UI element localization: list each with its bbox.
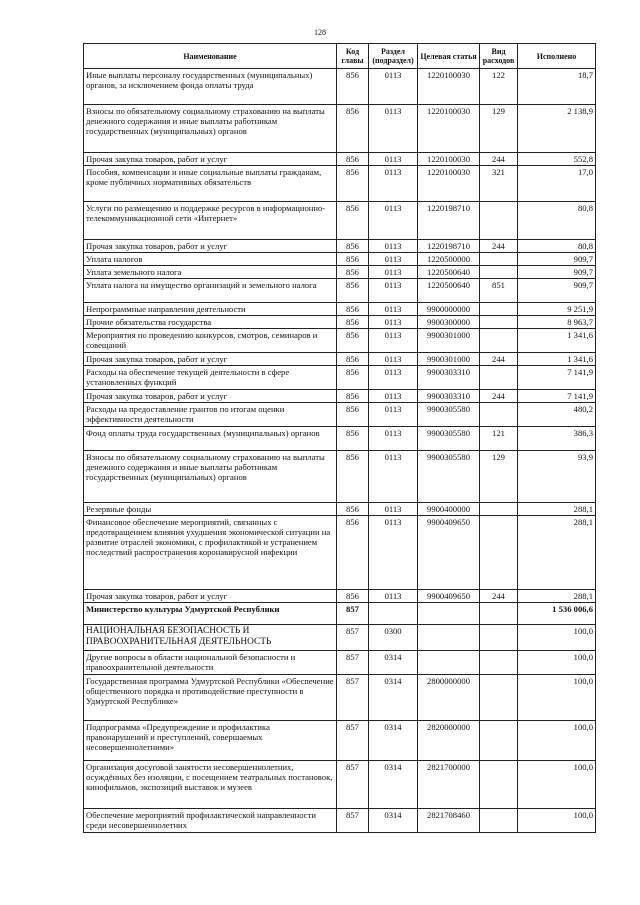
row-section: 0113 [369, 105, 418, 153]
row-expense: 129 [480, 451, 518, 503]
row-name: Мероприятия по проведению конкурсов, смотров, семинаров и совещаний [84, 329, 337, 353]
row-expense [480, 503, 518, 516]
row-expense: 321 [480, 166, 518, 202]
row-expense: 122 [480, 69, 518, 105]
row-section: 0113 [369, 279, 418, 303]
row-code: 856 [337, 366, 369, 390]
header-article: Целевая статья [418, 44, 480, 69]
row-expense [480, 516, 518, 590]
row-code: 856 [337, 353, 369, 366]
row-done: 9 251,9 [518, 303, 596, 316]
row-section: 0113 [369, 503, 418, 516]
row-code: 857 [337, 675, 369, 721]
row-expense [480, 761, 518, 809]
table-row [84, 625, 596, 651]
table-row [84, 603, 596, 625]
row-code: 857 [337, 603, 369, 625]
row-done: 288,1 [518, 503, 596, 516]
row-expense [480, 202, 518, 240]
row-expense [480, 625, 518, 651]
row-code: 857 [337, 721, 369, 761]
row-code: 856 [337, 390, 369, 403]
row-done: 1 536 006,6 [518, 603, 596, 625]
row-done: 18,7 [518, 69, 596, 105]
row-expense: 244 [480, 240, 518, 253]
row-done: 386,3 [518, 427, 596, 451]
row-done: 7 141,9 [518, 390, 596, 403]
row-done: 909,7 [518, 266, 596, 279]
row-expense [480, 253, 518, 266]
table-row [84, 240, 596, 253]
row-article [418, 603, 480, 625]
row-article: 1220198710 [418, 202, 480, 240]
row-article: 2821708460 [418, 809, 480, 833]
row-done: 288,1 [518, 516, 596, 590]
row-name: Пособия, компенсации и иные социальные выплаты гражданам, кроме публичных нормативных обязательств [84, 166, 337, 202]
row-name: Прочая закупка товаров, работ и услуг [84, 153, 337, 166]
row-expense: 244 [480, 390, 518, 403]
row-done: 480,2 [518, 403, 596, 427]
row-section: 0314 [369, 651, 418, 675]
row-done: 100,0 [518, 675, 596, 721]
table-row [84, 366, 596, 390]
table-row [84, 451, 596, 503]
row-code: 856 [337, 69, 369, 105]
row-done: 552,8 [518, 153, 596, 166]
row-section: 0113 [369, 316, 418, 329]
row-name: НАЦИОНАЛЬНАЯ БЕЗОПАСНОСТЬ И ПРАВООХРАНИТЕЛЬНАЯ ДЕЯТЕЛЬНОСТЬ [84, 625, 337, 651]
row-code: 856 [337, 503, 369, 516]
row-code: 856 [337, 329, 369, 353]
row-article: 1220500640 [418, 266, 480, 279]
row-article: 1220100030 [418, 69, 480, 105]
row-code: 856 [337, 451, 369, 503]
table-row [84, 761, 596, 809]
row-name: Прочая закупка товаров, работ и услуг [84, 353, 337, 366]
table-row [84, 329, 596, 353]
row-name: Услуги по размещению и поддержке ресурсов в информационно-телекоммуникационной сети «Интернет» [84, 202, 337, 240]
row-expense: 244 [480, 590, 518, 603]
row-expense: 244 [480, 353, 518, 366]
row-code: 856 [337, 590, 369, 603]
row-expense: 244 [480, 153, 518, 166]
row-name: Фонд оплаты труда государственных (муниципальных) органов [84, 427, 337, 451]
row-name: Резервные фонды [84, 503, 337, 516]
row-name: Иные выплаты персоналу государственных (муниципальных) органов, за исключением фонда оплаты труда [84, 69, 337, 105]
row-article: 9900409650 [418, 590, 480, 603]
row-code: 856 [337, 303, 369, 316]
row-expense [480, 303, 518, 316]
row-expense: 851 [480, 279, 518, 303]
table-row [84, 675, 596, 721]
table-row [84, 303, 596, 316]
row-code: 856 [337, 105, 369, 153]
table-row [84, 651, 596, 675]
row-code: 857 [337, 809, 369, 833]
row-code: 856 [337, 427, 369, 451]
row-section: 0113 [369, 253, 418, 266]
row-name: Взносы по обязательному социальному страхованию на выплаты денежного содержания и иные выплаты работникам государственных (муниципальных) органов [84, 105, 337, 153]
table-row [84, 403, 596, 427]
row-expense [480, 603, 518, 625]
row-article: 9900305580 [418, 427, 480, 451]
row-name: Финансовое обеспечение мероприятий, связанных с предотвращением влияния ухудшения экономической ситуации на развитие отраслей экономики, с профилактикой и устранением последствий распространения коронавирусной инфекции [84, 516, 337, 590]
row-name: Расходы на предоставление грантов по итогам оценки эффективности деятельности [84, 403, 337, 427]
row-code: 856 [337, 240, 369, 253]
row-article: 1220500640 [418, 279, 480, 303]
row-section: 0113 [369, 202, 418, 240]
row-article: 9900303310 [418, 390, 480, 403]
table-header-row [84, 44, 596, 69]
table-row [84, 390, 596, 403]
row-section: 0113 [369, 403, 418, 427]
table-row [84, 202, 596, 240]
row-done: 100,0 [518, 809, 596, 833]
table-row [84, 427, 596, 451]
row-done: 100,0 [518, 761, 596, 809]
row-name: Другие вопросы в области национальной безопасности и правоохранительной деятельности [84, 651, 337, 675]
row-article: 1220100030 [418, 105, 480, 153]
row-expense [480, 651, 518, 675]
row-name: Подпрограмма «Предупреждение и профилактика правонарушений и преступлений, совершаемых несовершеннолетними» [84, 721, 337, 761]
row-expense [480, 809, 518, 833]
row-article: 2821700000 [418, 761, 480, 809]
row-article: 2800000000 [418, 675, 480, 721]
row-article [418, 625, 480, 651]
row-done: 1 341,6 [518, 353, 596, 366]
row-name: Уплата налогов [84, 253, 337, 266]
row-article: 9900400000 [418, 503, 480, 516]
row-article [418, 651, 480, 675]
row-name: Прочая закупка товаров, работ и услуг [84, 240, 337, 253]
header-done: Исполнено [518, 44, 596, 69]
row-article: 9900409650 [418, 516, 480, 590]
row-article: 9900301000 [418, 329, 480, 353]
row-name: Организация досуговой занятости несовершеннолетних, осуждённых без изоляции, с посещением театральных постановок, кинофильмов, экспозиций выставок и музеев [84, 761, 337, 809]
row-article: 9900000000 [418, 303, 480, 316]
row-code: 856 [337, 266, 369, 279]
row-code: 857 [337, 651, 369, 675]
row-section: 0314 [369, 675, 418, 721]
budget-table [83, 43, 596, 833]
row-expense [480, 403, 518, 427]
row-expense [480, 316, 518, 329]
row-section: 0113 [369, 240, 418, 253]
row-section: 0113 [369, 366, 418, 390]
table-row [84, 279, 596, 303]
row-section: 0113 [369, 266, 418, 279]
row-name: Прочая закупка товаров, работ и услуг [84, 390, 337, 403]
row-section: 0300 [369, 625, 418, 651]
row-code: 857 [337, 625, 369, 651]
row-expense [480, 266, 518, 279]
row-name: Министерство культуры Удмуртской Республики [84, 603, 337, 625]
page-number: 128 [314, 28, 326, 37]
row-section: 0314 [369, 809, 418, 833]
row-done: 80,8 [518, 202, 596, 240]
row-article: 1220100030 [418, 153, 480, 166]
table-row [84, 166, 596, 202]
row-expense: 129 [480, 105, 518, 153]
table-row [84, 316, 596, 329]
table-row [84, 69, 596, 105]
row-article: 9900303310 [418, 366, 480, 390]
row-article: 9900301000 [418, 353, 480, 366]
row-article: 2820000000 [418, 721, 480, 761]
row-name: Расходы на обеспечение текущей деятельности в сфере установленных функций [84, 366, 337, 390]
row-code: 856 [337, 279, 369, 303]
row-article: 1220198710 [418, 240, 480, 253]
row-done: 7 141,9 [518, 366, 596, 390]
row-article: 9900300000 [418, 316, 480, 329]
row-section: 0113 [369, 166, 418, 202]
row-done: 100,0 [518, 625, 596, 651]
row-name: Обеспечение мероприятий профилактической направленности среди несовершеннолетних [84, 809, 337, 833]
row-done: 288,1 [518, 590, 596, 603]
row-done: 93,9 [518, 451, 596, 503]
row-code: 856 [337, 202, 369, 240]
row-name: Непрограммные направления деятельности [84, 303, 337, 316]
row-expense [480, 366, 518, 390]
row-expense [480, 721, 518, 761]
table-row [84, 153, 596, 166]
row-code: 856 [337, 403, 369, 427]
row-done: 1 341,6 [518, 329, 596, 353]
header-expense: Вид расходов [480, 44, 518, 69]
header-code: Код главы [337, 44, 369, 69]
row-section: 0113 [369, 329, 418, 353]
table-row [84, 503, 596, 516]
table-row [84, 516, 596, 590]
row-done: 100,0 [518, 721, 596, 761]
row-section: 0314 [369, 721, 418, 761]
row-done: 8 963,7 [518, 316, 596, 329]
row-article: 1220500000 [418, 253, 480, 266]
row-section: 0113 [369, 451, 418, 503]
header-name: Наименование [84, 44, 337, 69]
table-row [84, 105, 596, 153]
row-expense: 121 [480, 427, 518, 451]
row-code: 857 [337, 761, 369, 809]
row-done: 80,8 [518, 240, 596, 253]
row-expense [480, 675, 518, 721]
row-done: 100,0 [518, 651, 596, 675]
row-name: Уплата налога на имущество организаций и земельного налога [84, 279, 337, 303]
row-section: 0113 [369, 153, 418, 166]
row-section: 0113 [369, 516, 418, 590]
table-row [84, 353, 596, 366]
row-done: 2 138,9 [518, 105, 596, 153]
table-body [84, 69, 596, 833]
row-section: 0113 [369, 427, 418, 451]
row-code: 856 [337, 253, 369, 266]
row-code: 856 [337, 166, 369, 202]
row-done: 909,7 [518, 279, 596, 303]
row-section: 0314 [369, 761, 418, 809]
table-row [84, 809, 596, 833]
row-name: Взносы по обязательному социальному страхованию на выплаты денежного содержания и иные выплаты работникам государственных (муниципальных) органов [84, 451, 337, 503]
row-section: 0113 [369, 390, 418, 403]
row-name: Государственная программа Удмуртской Республики «Обеспечение общественного порядка и противодействие преступности в Удмуртской Республике» [84, 675, 337, 721]
row-name: Прочая закупка товаров, работ и услуг [84, 590, 337, 603]
row-code: 856 [337, 516, 369, 590]
table-row [84, 266, 596, 279]
row-name: Прочие обязательства государства [84, 316, 337, 329]
row-code: 856 [337, 316, 369, 329]
row-section: 0113 [369, 303, 418, 316]
row-article: 1220100030 [418, 166, 480, 202]
header-section: Раздел (подраздел) [369, 44, 418, 69]
row-section: 0113 [369, 353, 418, 366]
table-row [84, 590, 596, 603]
row-expense [480, 329, 518, 353]
row-section [369, 603, 418, 625]
table-row [84, 721, 596, 761]
row-done: 909,7 [518, 253, 596, 266]
row-section: 0113 [369, 590, 418, 603]
row-code: 856 [337, 153, 369, 166]
row-article: 9900305580 [418, 403, 480, 427]
row-done: 17,0 [518, 166, 596, 202]
row-article: 9900305580 [418, 451, 480, 503]
table-row [84, 253, 596, 266]
row-name: Уплата земельного налога [84, 266, 337, 279]
row-section: 0113 [369, 69, 418, 105]
